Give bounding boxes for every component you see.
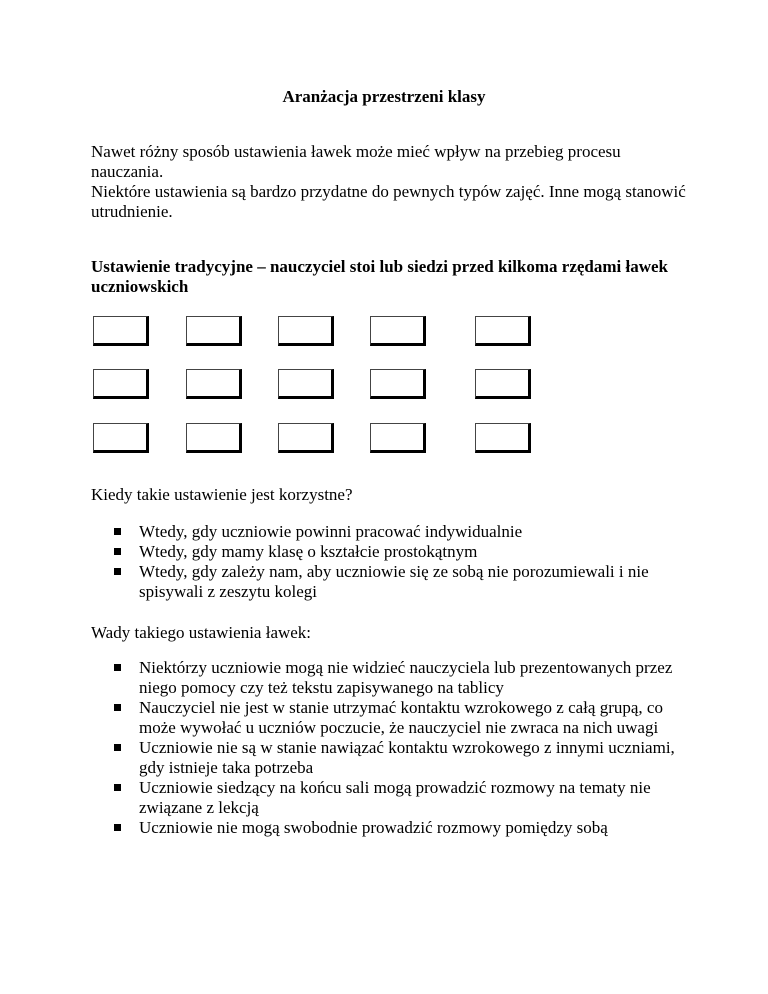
intro-text (91, 142, 691, 222)
intro-paragraph: Nawet różny sposób ustawienia ławek może mieć wpływ na przebieg procesu nauczania. (91, 142, 621, 181)
student-desk (475, 423, 531, 453)
advantages-question: Kiedy takie ustawienie jest korzystne? (91, 485, 353, 504)
student-desk (278, 423, 334, 453)
list-item: Wtedy, gdy mamy klasę o kształcie prostokątnym (114, 542, 684, 562)
student-desk (370, 423, 426, 453)
student-desk (186, 316, 242, 346)
square-bullet-icon (114, 548, 121, 555)
student-desk (475, 316, 531, 346)
student-desk (475, 369, 531, 399)
student-desk (186, 369, 242, 399)
student-desk (93, 316, 149, 346)
student-desk (93, 423, 149, 453)
square-bullet-icon (114, 824, 121, 831)
student-desk (370, 316, 426, 346)
list-item: Wtedy, gdy zależy nam, aby uczniowie się ze sobą nie porozumiewali i nie spisywali z zeszytu kolegi (114, 562, 684, 602)
list-item: Uczniowie nie są w stanie nawiązać kontaktu wzrokowego z innymi uczniami, gdy istnieje taka potrzeba (114, 738, 684, 778)
student-desk (186, 423, 242, 453)
list-item: Niektórzy uczniowie mogą nie widzieć nauczyciela lub prezentowanych przez niego pomocy czy też tekstu zapisywanego na tablicy (114, 658, 684, 698)
square-bullet-icon (114, 568, 121, 575)
intro-paragraph: Niektóre ustawienia są bardzo przydatne do pewnych typów zajęć. Inne mogą stanowić utrudnienie. (91, 182, 686, 221)
page-title: Aranżacja przestrzeni klasy (282, 87, 486, 106)
section-heading: Ustawienie tradycyjne – nauczyciel stoi lub siedzi przed kilkoma rzędami ławek uczniowskich (91, 257, 669, 296)
student-desk (278, 316, 334, 346)
list-item: Uczniowie nie mogą swobodnie prowadzić rozmowy pomiędzy sobą (114, 818, 684, 838)
student-desk (93, 369, 149, 399)
list-item: Uczniowie siedzący na końcu sali mogą prowadzić rozmowy na tematy nie związane z lekcją (114, 778, 684, 818)
list-item: Nauczyciel nie jest w stanie utrzymać kontaktu wzrokowego z całą grupą, co może wywołać u uczniów poczucie, że nauczyciel nie zwraca na nich uwagi (114, 698, 684, 738)
square-bullet-icon (114, 528, 121, 535)
disadvantages-list (114, 658, 684, 838)
square-bullet-icon (114, 704, 121, 711)
list-item: Wtedy, gdy uczniowie powinni pracować indywidualnie (114, 522, 684, 542)
square-bullet-icon (114, 744, 121, 751)
square-bullet-icon (114, 664, 121, 671)
square-bullet-icon (114, 784, 121, 791)
student-desk (278, 369, 334, 399)
advantages-list (114, 522, 684, 602)
disadvantages-question: Wady takiego ustawienia ławek: (91, 623, 312, 642)
student-desk (370, 369, 426, 399)
